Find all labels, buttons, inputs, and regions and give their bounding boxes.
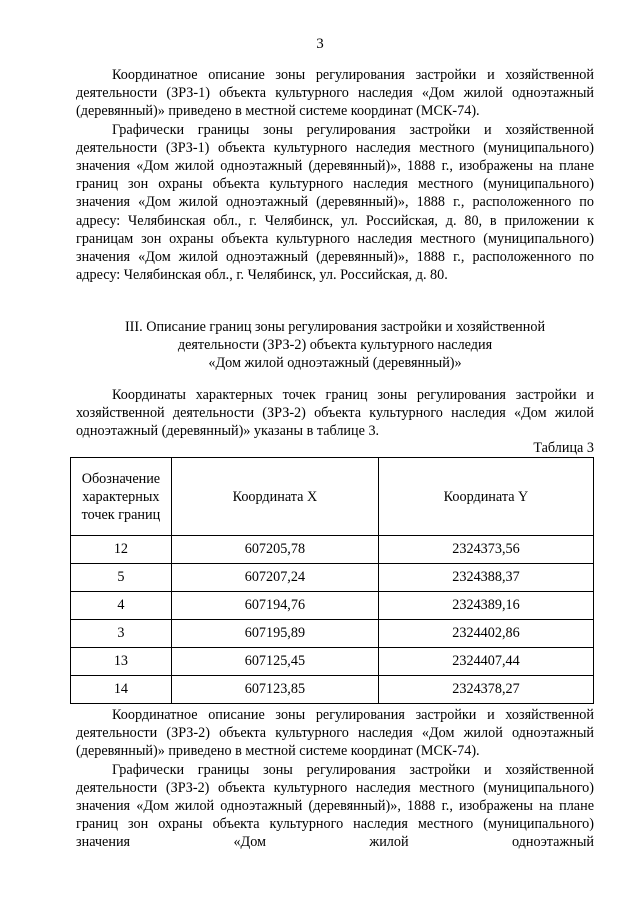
point-id-cell: 5 bbox=[71, 564, 172, 592]
paragraph-zrz1-graphic-borders: Графически границы зоны регулирования застройки и хозяйственной деятельности (ЗРЗ-1) объекта культурного наследия местного (муниципального) значения «Дом жилой одноэтажный (деревянный)», 1888 г., изображены на плане границ зон охраны объекта культурного наследия местного (муниципального) значения «Дом жилой одноэтажный (деревянный)», 1888 г., расположенного по адресу: Челябинская обл., г. Челябинск, ул. Российская, д. 80, в приложении к границам зон охраны объекта культурного наследия местного (муниципального) значения «Дом жилой одноэтажный (деревянный)», 1888 г., расположенного по адресу: Челябинская обл., г. Челябинск, ул. Российская, д. 80. bbox=[76, 121, 594, 284]
table-caption: Таблица 3 bbox=[533, 440, 594, 456]
point-id-cell: 14 bbox=[71, 676, 172, 704]
paragraph-table-intro: Координаты характерных точек границ зоны регулирования застройки и хозяйственной деятельности (ЗРЗ-2) объекта культурного наследия «Дом жилой одноэтажный (деревянный)» указаны в таблице 3. bbox=[76, 387, 594, 440]
section-heading-line-3: «Дом жилой одноэтажный (деревянный)» bbox=[208, 355, 462, 372]
top-text-block bbox=[76, 66, 594, 284]
table-row bbox=[71, 648, 594, 676]
coordinate-x-cell: 607125,45 bbox=[171, 648, 378, 676]
table-row bbox=[71, 536, 594, 564]
paragraph-zrz2-graphic-borders: Графически границы зоны регулирования застройки и хозяйственной деятельности (ЗРЗ-2) объекта культурного наследия местного (муниципального) значения «Дом жилой одноэтажный (деревянный)», 1888 г., изображены на плане границ зон охраны объекта культурного наследия местного (муниципального) значения «Дом жилой одноэтажный bbox=[76, 761, 594, 851]
paragraph-zrz2-coordinates: Координатное описание зоны регулирования застройки и хозяйственной деятельности (ЗРЗ-2) объекта культурного наследия «Дом жилой одноэтажный (деревянный)» приведено в местной системе координат (МСК-74). bbox=[76, 707, 594, 760]
coordinate-y-cell: 2324378,27 bbox=[378, 676, 593, 704]
coordinate-y-cell: 2324388,37 bbox=[378, 564, 593, 592]
coordinates-table bbox=[70, 457, 594, 704]
point-id-cell: 13 bbox=[71, 648, 172, 676]
table-row bbox=[71, 620, 594, 648]
section-heading-line-1: III. Описание границ зоны регулирования застройки и хозяйственной bbox=[124, 319, 546, 335]
page-number: 3 bbox=[316, 36, 324, 52]
coordinate-y-cell: 2324373,56 bbox=[378, 536, 593, 564]
paragraph-zrz1-coordinates: Координатное описание зоны регулирования застройки и хозяйственной деятельности (ЗРЗ-1) объекта культурного наследия «Дом жилой одноэтажный (деревянный)» приведено в местной системе координат (МСК-74). bbox=[76, 67, 594, 120]
point-id-cell: 12 bbox=[71, 536, 172, 564]
header-coordinate-x: Координата X bbox=[171, 458, 378, 536]
coordinate-x-cell: 607195,89 bbox=[171, 620, 378, 648]
point-id-cell: 3 bbox=[71, 620, 172, 648]
coordinate-y-cell: 2324389,16 bbox=[378, 592, 593, 620]
table-row bbox=[71, 592, 594, 620]
section-heading bbox=[76, 318, 594, 373]
bottom-text-block bbox=[76, 706, 594, 852]
header-coordinate-y: Координата Y bbox=[378, 458, 593, 536]
intro-text-block bbox=[76, 386, 594, 441]
header-point-designation-text: Обозначение характерных точек границ bbox=[81, 470, 161, 523]
section-heading-line-2: деятельности (ЗРЗ-2) объекта культурного наследия bbox=[177, 337, 493, 354]
coordinate-x-cell: 607205,78 bbox=[171, 536, 378, 564]
coordinate-x-cell: 607194,76 bbox=[171, 592, 378, 620]
table-header-row bbox=[71, 458, 594, 536]
coordinate-y-cell: 2324407,44 bbox=[378, 648, 593, 676]
coordinate-x-cell: 607207,24 bbox=[171, 564, 378, 592]
point-id-cell: 4 bbox=[71, 592, 172, 620]
table-row bbox=[71, 676, 594, 704]
table-row bbox=[71, 564, 594, 592]
coordinate-x-cell: 607123,85 bbox=[171, 676, 378, 704]
coordinate-y-cell: 2324402,86 bbox=[378, 620, 593, 648]
header-point-designation bbox=[71, 458, 172, 536]
